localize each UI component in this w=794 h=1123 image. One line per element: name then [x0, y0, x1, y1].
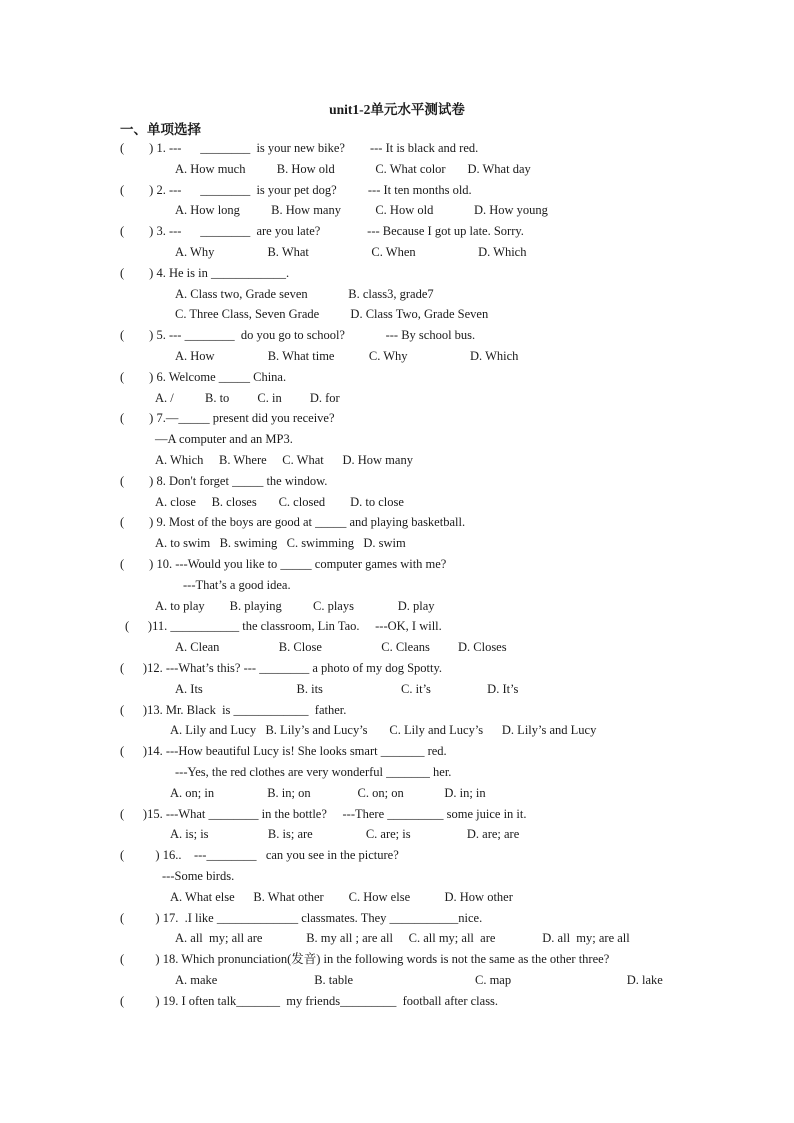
question-19: ( ) 19. I often talk_______ my friends_________ football after class. [120, 994, 499, 1008]
question-13: ( )13. Mr. Black is ____________ father. [120, 703, 347, 717]
section-heading: 一、单项选择 [120, 122, 201, 137]
question-14: ( )14. ---How beautiful Lucy is! She looks smart _______ red. [120, 744, 447, 758]
options-17: A. all my; all are B. my all ; are all C. all my; all are D. all my; are all [175, 931, 630, 945]
options-16: A. What else B. What other C. How else D. How other [170, 890, 513, 904]
options-2: A. How long B. How many C. How old D. How young [175, 203, 548, 217]
page-title: unit1-2单元水平测试卷 [329, 102, 465, 117]
question-9: ( ) 9. Most of the boys are good at _____ and playing basketball. [120, 515, 466, 529]
answer-14: ---Yes, the red clothes are very wonderful _______ her. [175, 765, 452, 779]
options-13: A. Lily and Lucy B. Lily’s and Lucy’s C. Lily and Lucy’s D. Lily’s and Lucy [170, 723, 597, 737]
options-5: A. How B. What time C. Why D. Which [175, 349, 519, 363]
question-15: ( )15. ---What ________ in the bottle? ---There _________ some juice in it. [120, 807, 527, 821]
options-14: A. on; in B. in; on C. on; on D. in; in [170, 786, 486, 800]
options-15: A. is; is B. is; are C. are; is D. are; are [170, 827, 520, 841]
options-4b: C. Three Class, Seven Grade D. Class Two, Grade Seven [175, 307, 489, 321]
question-8: ( ) 8. Don't forget _____ the window. [120, 474, 328, 488]
options-11: A. Clean B. Close C. Cleans D. Closes [175, 640, 507, 654]
question-12: ( )12. ---What’s this? --- ________ a photo of my dog Spotty. [120, 661, 443, 675]
answer-7: —A computer and an MP3. [155, 432, 293, 446]
answer-16: ---Some birds. [162, 869, 235, 883]
options-9: A. to swim B. swiming C. swimming D. swim [155, 536, 406, 550]
question-10: ( ) 10. ---Would you like to _____ computer games with me? [120, 557, 447, 571]
question-16: ( ) 16.. ---________ can you see in the picture? [120, 848, 399, 862]
question-11: ( )11. ___________ the classroom, Lin Tao. ---OK, I will. [125, 619, 442, 633]
question-3: ( ) 3. --- ________ are you late? --- Because I got up late. Sorry. [120, 224, 524, 238]
question-7: ( ) 7.—_____ present did you receive? [120, 411, 335, 425]
answer-10: ---That’s a good idea. [183, 578, 291, 592]
question-5: ( ) 5. --- ________ do you go to school? --- By school bus. [120, 328, 476, 342]
options-6: A. / B. to C. in D. for [155, 391, 340, 405]
question-17: ( ) 17. .I like _____________ classmates. They ___________nice. [120, 911, 483, 925]
options-18: A. make B. table C. map D. lake [175, 973, 663, 987]
options-8: A. close B. closes C. closed D. to close [155, 495, 404, 509]
question-18: ( ) 18. Which pronunciation(发音) in the following words is not the same as the other three? [120, 952, 610, 966]
options-3: A. Why B. What C. When D. Which [175, 245, 527, 259]
options-10: A. to play B. playing C. plays D. play [155, 599, 435, 613]
options-7: A. Which B. Where C. What D. How many [155, 453, 413, 467]
question-4: ( ) 4. He is in ____________. [120, 266, 290, 280]
question-1: ( ) 1. --- ________ is your new bike? --- It is black and red. [120, 141, 479, 155]
question-2: ( ) 2. --- ________ is your pet dog? --- It ten months old. [120, 183, 472, 197]
options-12: A. Its B. its C. it’s D. It’s [175, 682, 519, 696]
question-6: ( ) 6. Welcome _____ China. [120, 370, 287, 384]
options-4a: A. Class two, Grade seven B. class3, grade7 [175, 287, 434, 301]
options-1: A. How much B. How old C. What color D. What day [175, 162, 531, 176]
